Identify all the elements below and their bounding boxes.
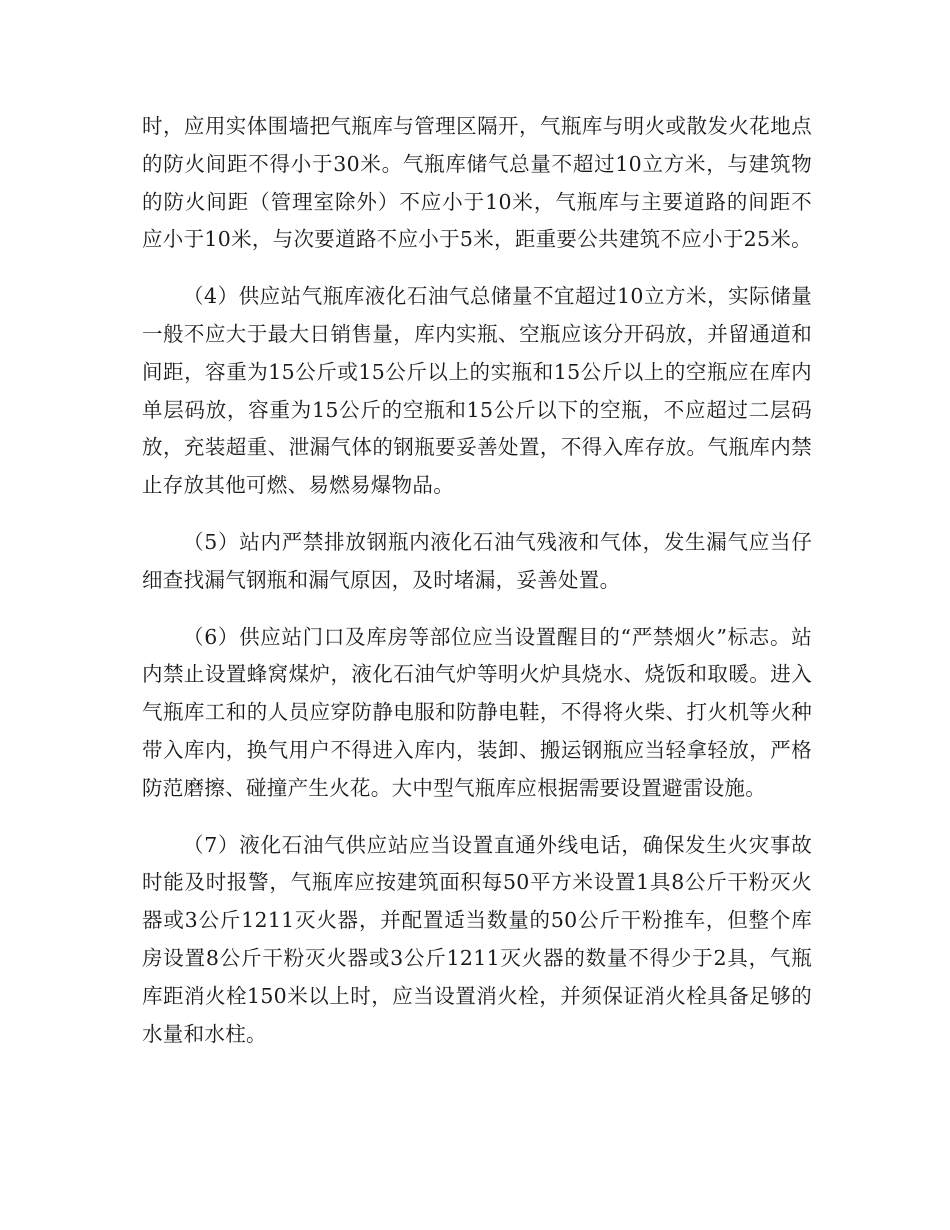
paragraph-5: （7）液化石油气供应站应当设置直通外线电话，确保发生火灾事故时能及时报警，气瓶库应按建筑面积每50平方米设置1具8公斤干粉灭火器或3公斤1211灭火器，并配置适当数量的50公斤干粉推车，但整个库房设置8公斤干粉灭火器或3公斤1211灭火器的数量不得少于2具，气瓶库距消火栓150米以上时，应当设置消火栓，并须保证消火栓具备足够的水量和水柱。	[142, 832, 812, 1046]
paragraph-3: （5）站内严禁排放钢瓶内液化石油气残液和气体，发生漏气应当仔细查找漏气钢瓶和漏气原因，及时堵漏，妥善处置。	[142, 529, 812, 592]
paragraph-2: （4）供应站气瓶库液化石油气总储量不宜超过10立方米，实际储量一般不应大于最大日销售量，库内实瓶、空瓶应该分开码放，并留通道和间距，容重为15公斤或15公斤以上的实瓶和15公斤以上的空瓶应在库内单层码放，容重为15公斤的空瓶和15公斤以下的空瓶，不应超过二层码放，充装超重、泄漏气体的钢瓶要妥善处置，不得入库存放。气瓶库内禁止存放其他可燃、易燃易爆物品。	[142, 284, 812, 498]
document-body	[142, 108, 812, 1072]
paragraph-4: （6）供应站门口及库房等部位应当设置醒目的“严禁烟火”标志。站内禁止设置蜂窝煤炉，液化石油气炉等明火炉具烧水、烧饭和取暖。进入气瓶库工和的人员应穿防静电服和防静电鞋，不得将火柴、打火机等火种带入库内，换气用户不得进入库内，装卸、搬运钢瓶应当轻拿轻放，严格防范磨擦、碰撞产生火花。大中型气瓶库应根据需要设置避雷设施。	[142, 624, 812, 800]
paragraph-1: 时，应用实体围墙把气瓶库与管理区隔开，气瓶库与明火或散发火花地点的防火间距不得小于30米。气瓶库储气总量不超过10立方米，与建筑物的防火间距（管理室除外）不应小于10米，气瓶库与主要道路的间距不应小于10米，与次要道路不应小于5米，距重要公共建筑不应小于25米。	[142, 114, 812, 252]
